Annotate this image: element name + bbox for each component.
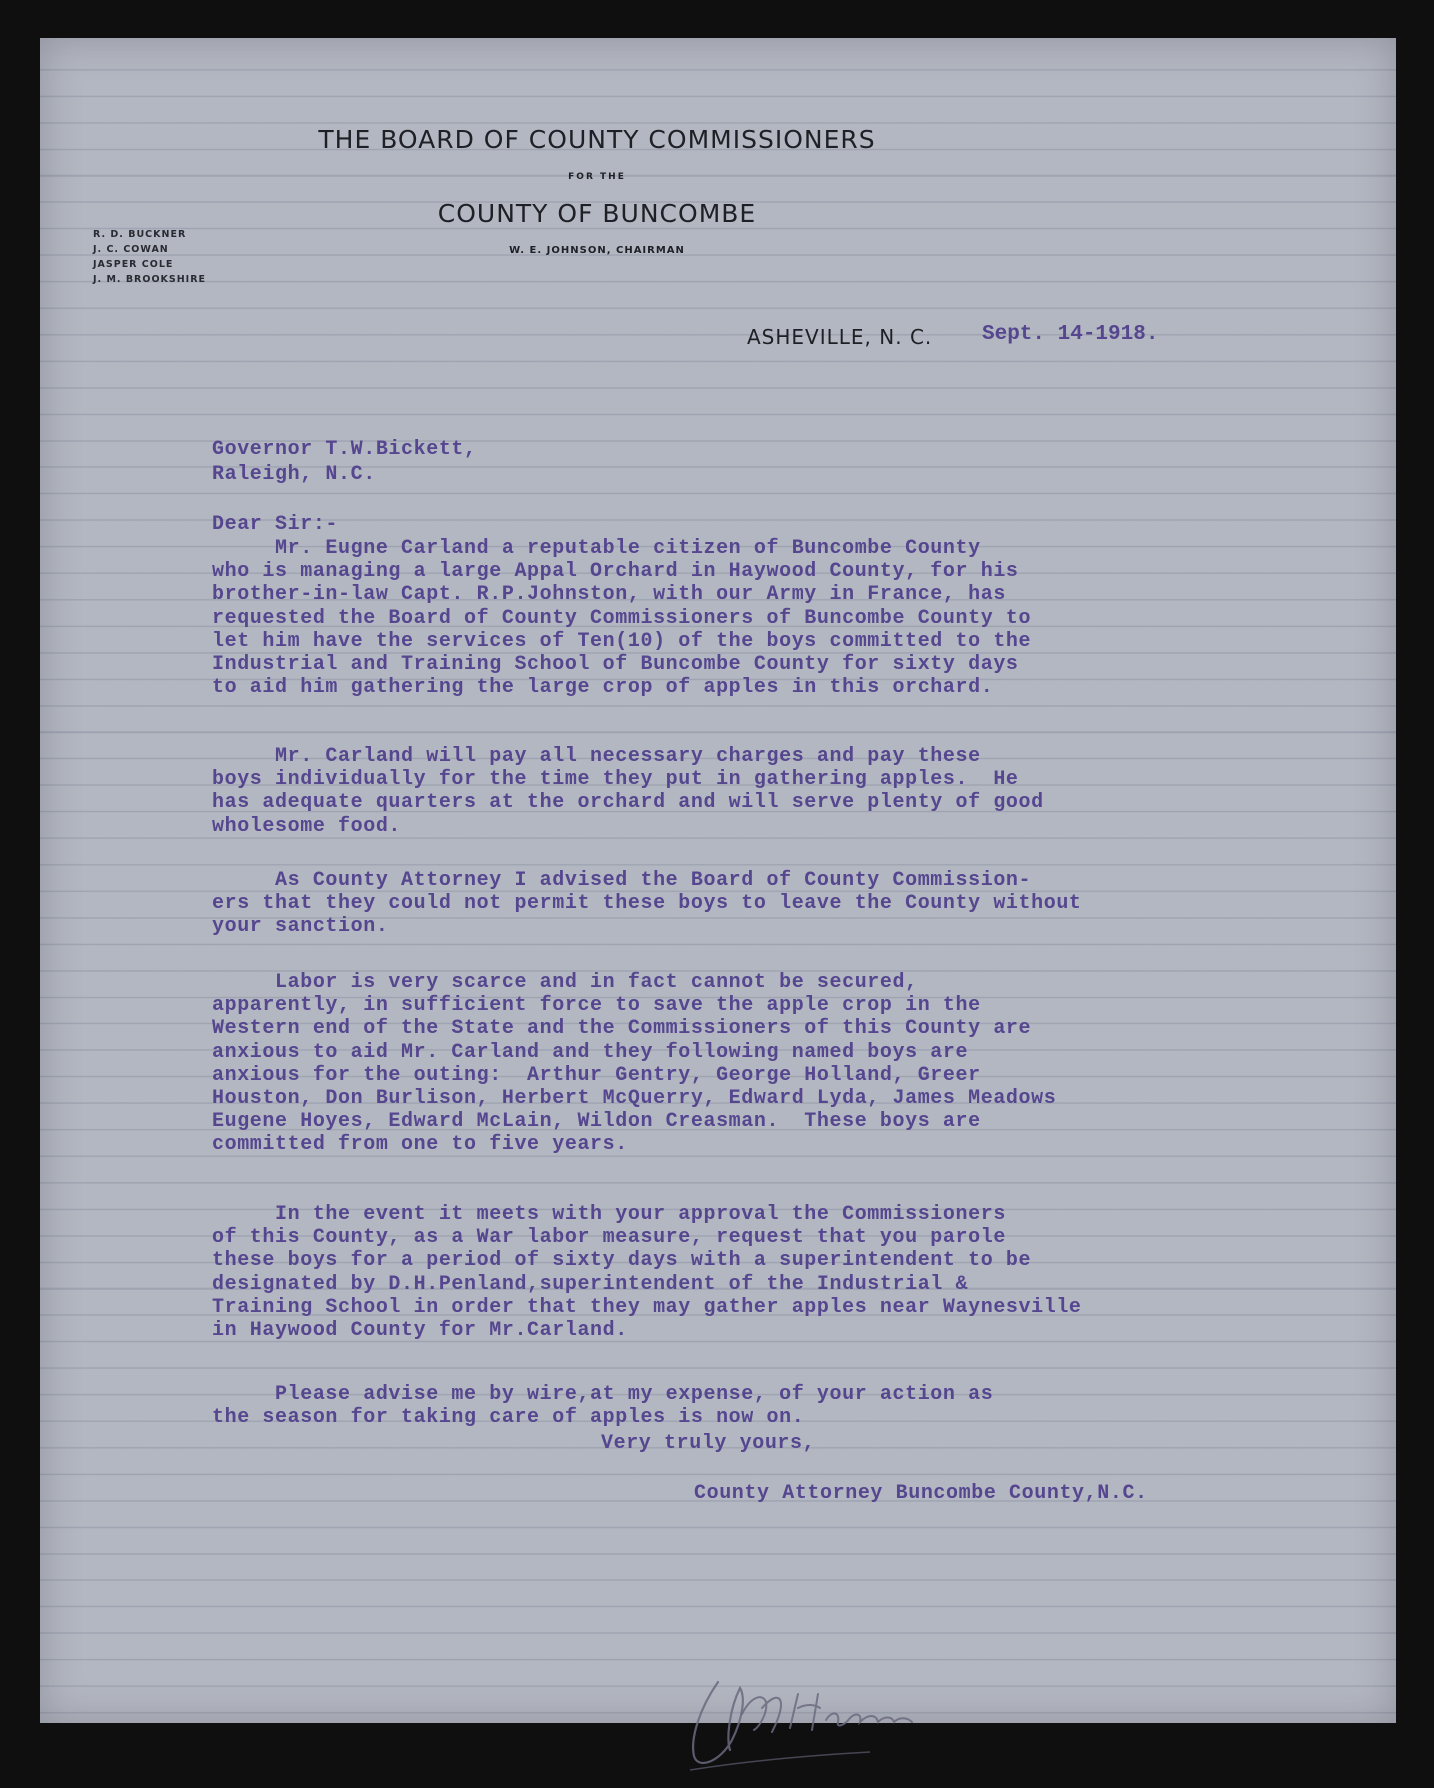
letter-page	[40, 38, 1396, 1723]
member-name: JASPER COLE	[93, 259, 174, 270]
body-line: designated by D.H.Penland,superintendent of the Industrial &	[212, 1272, 969, 1296]
body-line: your sanction.	[212, 915, 389, 939]
signature-title: County Attorney Buncombe County,N.C.	[694, 1482, 1148, 1505]
body-line: Mr. Eugne Carland a reputable citizen of Buncombe County	[212, 537, 981, 560]
member-name: J. M. BROOKSHIRE	[93, 274, 207, 285]
letterhead-chairman: W. E. JOHNSON, CHAIRMAN	[509, 245, 685, 256]
letterhead-title: THE BOARD OF COUNTY COMMISSIONERS	[318, 125, 876, 154]
letterhead-county: COUNTY OF BUNCOMBE	[437, 199, 757, 228]
body-line: brother-in-law Capt. R.P.Johnston, with our Army in France, has	[212, 583, 1006, 607]
body-line: who is managing a large Appal Orchard in Haywood County, for his	[212, 560, 1019, 584]
body-line: anxious for the outing: Arthur Gentry, George Holland, Greer	[212, 1063, 981, 1087]
member-name: R. D. BUCKNER	[93, 229, 187, 240]
body-line: anxious to aid Mr. Carland and they following named boys are	[212, 1040, 969, 1064]
body-line: has adequate quarters at the orchard and will serve plenty of good	[212, 791, 1044, 815]
body-line: Western end of the State and the Commissioners of this County are	[212, 1017, 1032, 1041]
body-line: Mr. Carland will pay all necessary charges and pay these	[212, 745, 981, 768]
body-line: Industrial and Training School of Buncombe County for sixty days	[212, 653, 1019, 676]
body-line: let him have the services of Ten(10) of the boys committed to the	[212, 629, 1032, 653]
body-line: Training School in order that they may gather apples near Waynesville	[212, 1295, 1082, 1319]
body-line: Please advise me by wire,at my expense, of your action as	[212, 1383, 994, 1406]
body-line: Labor is very scarce and in fact cannot be secured,	[212, 971, 918, 994]
letterhead-place: ASHEVILLE, N. C.	[747, 325, 933, 349]
letterhead-for-the: FOR THE	[568, 172, 626, 182]
body-line: to aid him gathering the large crop of apples in this orchard.	[212, 676, 994, 700]
body-line: Eugene Hoyes, Edward McLain, Wildon Creasman. These boys are	[212, 1110, 981, 1134]
body-line: in Haywood County for Mr.Carland.	[212, 1319, 628, 1342]
salutation: Dear Sir:-	[212, 513, 339, 536]
body-line: these boys for a period of sixty days with a superintendent to be	[212, 1249, 1032, 1273]
member-name: J. C. COWAN	[93, 244, 169, 255]
closing: Very truly yours,	[601, 1432, 816, 1455]
body-line: the season for taking care of apples is now on.	[212, 1406, 805, 1430]
body-line: ers that they could not permit these boys to leave the County without	[212, 892, 1082, 916]
body-line: Houston, Don Burlison, Herbert McQuerry, Edward Lyda, James Meadows	[212, 1087, 1057, 1110]
commission-members	[93, 227, 206, 287]
body-line: committed from one to five years.	[212, 1133, 628, 1157]
address-line: Raleigh, N.C.	[212, 463, 376, 486]
letter-date: Sept. 14-1918.	[982, 323, 1159, 346]
body-line: boys individually for the time they put in gathering apples. He	[212, 768, 1019, 792]
address-line: Governor T.W.Bickett,	[212, 438, 477, 461]
body-line: of this County, as a War labor measure, request that you parole	[212, 1226, 1006, 1250]
signature	[680, 1678, 980, 1788]
body-line: As County Attorney I advised the Board of County Commission-	[212, 869, 1032, 892]
body-line: In the event it meets with your approval the Commissioners	[212, 1203, 1006, 1226]
body-line: apparently, in sufficient force to save the apple crop in the	[212, 994, 981, 1018]
body-line: requested the Board of County Commissioners of Buncombe County to	[212, 606, 1032, 630]
body-line: wholesome food.	[212, 814, 402, 838]
